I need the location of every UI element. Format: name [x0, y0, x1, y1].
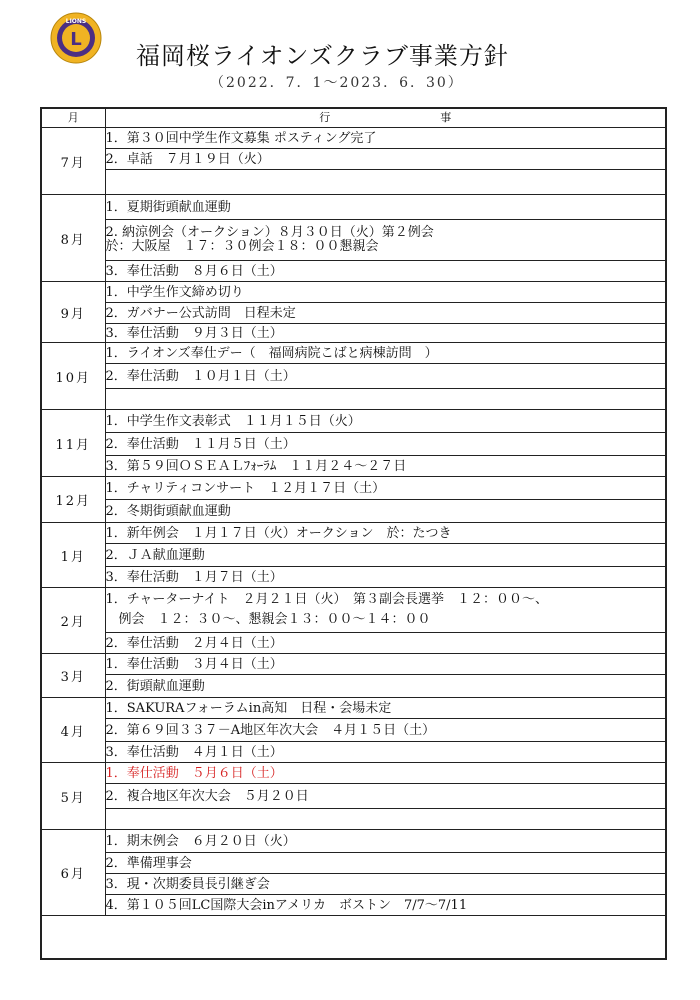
event-cell: 1．第３０回中学生作文募集 ポスティング完了: [105, 128, 666, 149]
table-row: [41, 633, 666, 654]
table-row: [41, 343, 666, 364]
event-cell: 1．チャーターナイト ２月２１日（火） 第３副会長選挙 １２：００～、 例会 １２：３０～、懇親会１３：００～１４：００: [105, 588, 666, 633]
event-cell: 1．期末例会 ６月２０日（火）: [105, 830, 666, 853]
table-row: [41, 410, 666, 433]
event-cell: 2．卓話 ７月１９日（火）: [105, 149, 666, 170]
event-cell: 2．冬期街頭献血運動: [105, 500, 666, 523]
event-cell: [105, 170, 666, 195]
month-cell: 6月: [41, 830, 105, 916]
event-cell: 2. 納涼例会（オークション）８月３０日（火）第２例会 於：大阪屋 １７：３０例会１８：００懇親会: [105, 220, 666, 261]
month-cell: 11月: [41, 410, 105, 477]
event-cell: 1．SAKURAフォーラムin高知 日程・会場未定: [105, 698, 666, 719]
event-cell-highlight: 1．奉仕活動 ５月６日（土）: [105, 763, 666, 784]
period-range: （2022．7．1～2023．6．30）: [210, 75, 464, 91]
event-cell: 3．奉仕活動 ８月６日（土）: [105, 261, 666, 282]
table-row: [41, 895, 666, 916]
table-row: [41, 784, 666, 809]
event-cell: 2．街頭献血運動: [105, 675, 666, 698]
empty-cell: [41, 916, 666, 960]
table-row: [41, 170, 666, 195]
event-cell: 3．奉仕活動 １月７日（土）: [105, 567, 666, 588]
table-row: [41, 874, 666, 895]
table-row: [41, 830, 666, 853]
event-cell: 2．奉仕活動 １０月１日（土）: [105, 364, 666, 389]
table-row: [41, 809, 666, 830]
month-cell: 1月: [41, 523, 105, 588]
event-cell: 1．中学生作文締め切り: [105, 282, 666, 303]
month-cell: 7月: [41, 128, 105, 195]
logo-text: LIONS: [65, 18, 87, 25]
month-cell: 2月: [41, 588, 105, 654]
table-row: [41, 128, 666, 149]
table-row: [41, 742, 666, 763]
month-cell: 10月: [41, 343, 105, 410]
table-row: [41, 364, 666, 389]
table-row: [41, 220, 666, 261]
page-title: 福岡桜ライオンズクラブ事業方針: [136, 42, 509, 70]
table-row: [41, 149, 666, 170]
month-cell: 3月: [41, 654, 105, 698]
event-cell: 3．奉仕活動 ９月３日（土）: [105, 324, 666, 343]
event-cell: 2．第６９回３３７－A地区年次大会 ４月１５日（土）: [105, 719, 666, 742]
event-cell: 1．チャリティコンサート １２月１７日（土）: [105, 477, 666, 500]
table-row: [41, 853, 666, 874]
header-month: 月: [41, 108, 105, 128]
event-cell: 1．奉仕活動 ３月４日（土）: [105, 654, 666, 675]
table-row: [41, 763, 666, 784]
table-row: [41, 303, 666, 324]
event-cell: 1．ライオンズ奉仕デー（ 福岡病院こばと病棟訪問 ）: [105, 343, 666, 364]
event-cell: 2．ガバナー公式訪問 日程未定: [105, 303, 666, 324]
table-row: [41, 654, 666, 675]
month-cell: 4月: [41, 698, 105, 763]
month-cell: 8月: [41, 195, 105, 282]
event-cell: 2．ＪＡ献血運動: [105, 544, 666, 567]
event-cell: 2．奉仕活動 １１月５日（土）: [105, 433, 666, 456]
table-row: [41, 195, 666, 220]
event-cell: 1．新年例会 １月１７日（火）オークション 於：たつき: [105, 523, 666, 544]
table-row: [41, 282, 666, 303]
table-row: [41, 324, 666, 343]
table-header-row: [41, 108, 666, 128]
event-cell: [105, 389, 666, 410]
month-cell: 9月: [41, 282, 105, 343]
event-cell: [105, 809, 666, 830]
table-row: [41, 433, 666, 456]
table-row: [41, 389, 666, 410]
header-event: 行事: [105, 108, 666, 128]
plan-table: [40, 107, 667, 960]
table-row: [41, 500, 666, 523]
month-cell: 5月: [41, 763, 105, 830]
table-row: [41, 523, 666, 544]
table-row-empty: [41, 916, 666, 960]
event-cell: 3．現・次期委員長引継ぎ会: [105, 874, 666, 895]
event-cell: 3．第５９回ＯＳＥＡＬﾌｫｰﾗﾑ １１月２４～２７日: [105, 456, 666, 477]
event-cell: 1．中学生作文表彰式 １１月１５日（火）: [105, 410, 666, 433]
event-cell: 2．奉仕活動 ２月４日（土）: [105, 633, 666, 654]
event-cell: 1．夏期街頭献血運動: [105, 195, 666, 220]
table-row: [41, 261, 666, 282]
table-row: [41, 544, 666, 567]
event-cell: 3．奉仕活動 ４月１日（土）: [105, 742, 666, 763]
table-row: [41, 456, 666, 477]
month-cell: 12月: [41, 477, 105, 523]
table-row: [41, 719, 666, 742]
event-cell: 4．第１０５回LC国際大会inアメリカ ボストン 7/7～7/11: [105, 895, 666, 916]
table-row: [41, 698, 666, 719]
table-row: [41, 477, 666, 500]
table-row: [41, 567, 666, 588]
event-cell: 2．複合地区年次大会 ５月２０日: [105, 784, 666, 809]
table-row: [41, 588, 666, 633]
table-row: [41, 675, 666, 698]
lions-logo: [50, 12, 102, 64]
event-cell: 2．準備理事会: [105, 853, 666, 874]
logo-letter: L: [70, 29, 82, 50]
